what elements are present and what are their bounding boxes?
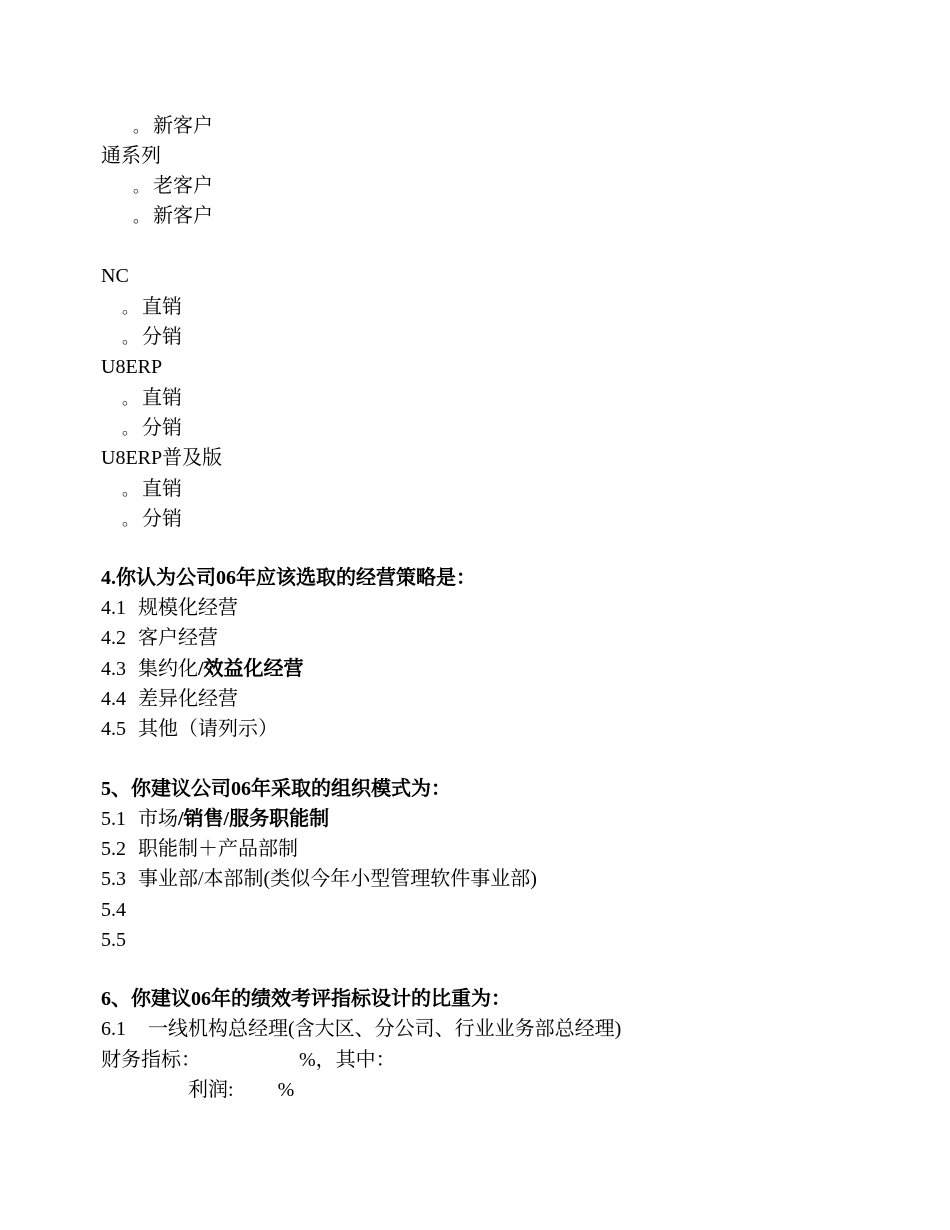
list-item: [133, 111, 213, 141]
list-item: [122, 413, 182, 443]
question-5-title: 5、你建议公司06年采取的组织模式为：: [101, 778, 451, 800]
finance-suffix: %，其中：: [299, 1049, 396, 1071]
list-item: [133, 201, 213, 231]
bullet-mark: 。: [133, 119, 150, 136]
bullet-mark: 。: [133, 209, 150, 226]
bullet-mark: 。: [122, 391, 139, 408]
option-number: 4.2: [101, 627, 126, 649]
list-item: [122, 504, 182, 534]
option-number: 5.5: [101, 929, 126, 951]
option-number: 4.5: [101, 718, 126, 740]
bullet-mark: 。: [122, 300, 139, 317]
list-item: [122, 474, 182, 504]
option-text: 市场: [138, 808, 178, 830]
profit-label: 利润:: [188, 1079, 234, 1101]
option-4-4: [101, 684, 238, 714]
list-item: [133, 171, 213, 201]
option-text-bold: /销售/服务职能制: [178, 808, 330, 830]
option-5-3: [101, 864, 537, 894]
option-number: 4.3: [101, 658, 126, 680]
option-4-5: [101, 714, 278, 744]
option-number: 4.1: [101, 597, 126, 619]
option-text: 事业部/本部制(类似今年小型管理软件事业部): [138, 868, 537, 890]
bullet-mark: 。: [122, 512, 139, 529]
option-5-5: [101, 925, 138, 955]
option-text: 规模化经营: [138, 597, 238, 619]
option-text: 差异化经营: [138, 688, 238, 710]
profit-row: [188, 1075, 294, 1105]
section-heading-u8erp-popular: U8ERP普及版: [101, 447, 223, 469]
option-text: 其他（请列示）: [138, 718, 278, 740]
list-item: [122, 292, 182, 322]
option-number: 6.1: [101, 1018, 126, 1040]
option-number: 5.2: [101, 838, 126, 860]
list-item-text: 新客户: [153, 115, 213, 137]
list-item-text: 直销: [142, 296, 182, 318]
bullet-mark: 。: [122, 421, 139, 438]
finance-indicator-row: [101, 1045, 396, 1075]
option-text: 职能制＋产品部制: [138, 838, 298, 860]
option-4-2: [101, 623, 218, 653]
list-item-text: 老客户: [153, 175, 213, 197]
option-4-3: [101, 654, 304, 684]
profit-suffix: %: [277, 1079, 295, 1101]
option-6-1: [101, 1014, 621, 1044]
option-4-1: [101, 593, 238, 623]
list-item-text: 直销: [142, 478, 182, 500]
list-item: [122, 322, 182, 352]
question-4-title: 4.你认为公司06年应该选取的经营策略是：: [101, 567, 476, 589]
list-item-text: 新客户: [153, 205, 213, 227]
bullet-mark: 。: [133, 179, 150, 196]
list-item-text: 分销: [142, 417, 182, 439]
option-text-bold: /效益化经营: [198, 658, 304, 680]
option-text: 客户经营: [138, 627, 218, 649]
bullet-mark: 。: [122, 330, 139, 347]
option-number: 4.4: [101, 688, 126, 710]
option-text: 集约化: [138, 658, 198, 680]
section-heading-nc: NC: [101, 265, 129, 287]
section-heading-u8erp: U8ERP: [101, 356, 163, 378]
option-5-4: [101, 895, 138, 925]
question-6-title: 6、你建议06年的绩效考评指标设计的比重为：: [101, 988, 511, 1010]
option-number: 5.1: [101, 808, 126, 830]
option-5-2: [101, 834, 298, 864]
option-text: 一线机构总经理(含大区、分公司、行业业务部总经理): [148, 1018, 622, 1040]
list-item-text: 直销: [142, 387, 182, 409]
option-number: 5.4: [101, 899, 126, 921]
option-number: 5.3: [101, 868, 126, 890]
section-heading-tong-series: 通系列: [101, 145, 161, 167]
option-5-1: [101, 804, 329, 834]
bullet-mark: 。: [122, 482, 139, 499]
list-item-text: 分销: [142, 508, 182, 530]
list-item: [122, 383, 182, 413]
finance-label: 财务指标：: [101, 1049, 201, 1071]
list-item-text: 分销: [142, 326, 182, 348]
